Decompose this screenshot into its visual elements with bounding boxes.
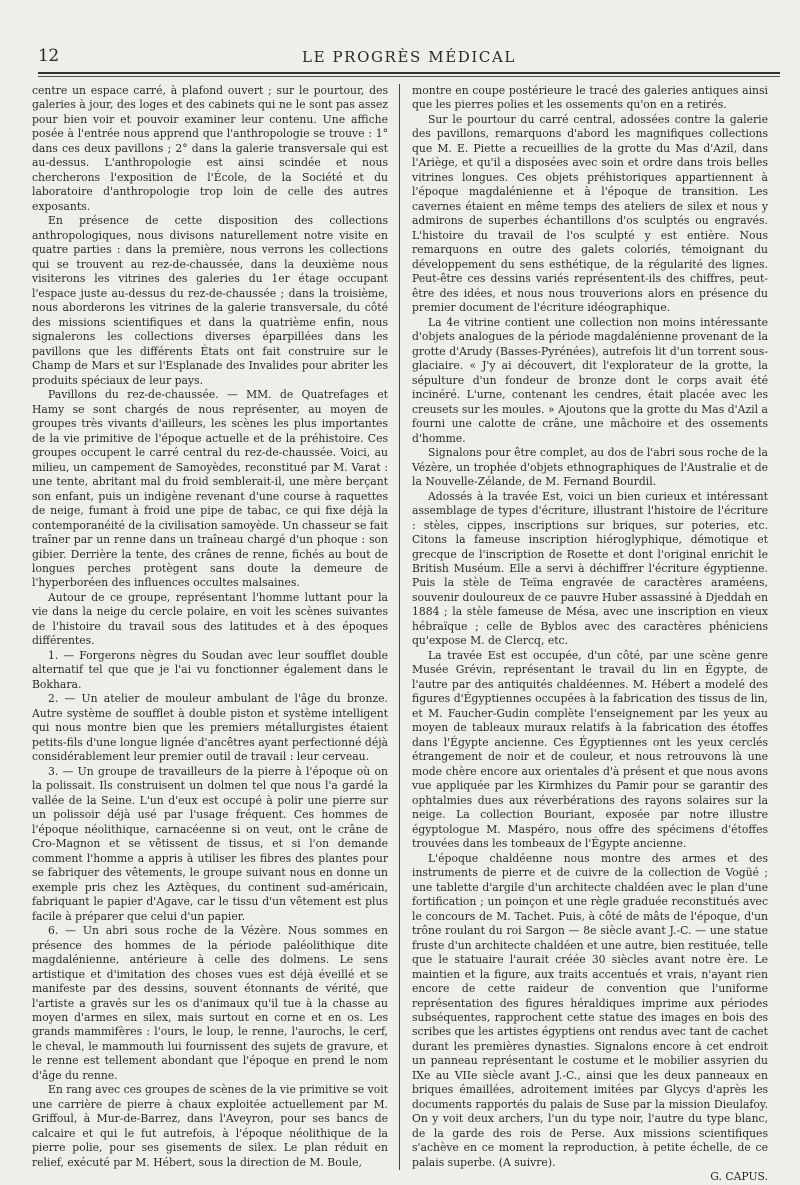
left-column (32, 84, 388, 1172)
paragraph: Adossés à la travée Est, voici un bien curieux et intéressant assemblage de types d'écriture, illustrant l'histoire de l'écriture : stèles, cippes, inscriptions sur briques, sur poteries, etc. Citons la fameuse inscription hiéroglyphique, démotique et grecque de l'inscription de Rosette et dont l'original enrichit le British Muséum. Elle a servi à déchiffrer l'écriture égyptienne. Puis la stèle de Teïma engravée de caractères araméens, souvenir douloureux de ce pauvre Huber assassiné à Djeddah en 1884 ; la stèle fameuse de Mésa, avec une inscription en vieux hébraïque ; celle de Byblos avec des caractères phéniciens qu'expose M. de Clercq, etc. (412, 489, 768, 648)
header-rule-thin (38, 76, 780, 77)
paragraph: Signalons pour être complet, au dos de l'abri sous roche de la Vézère, un trophée d'objets ethnographiques de l'Australie et de la Nouvelle-Zélande, de M. Fernand Bourdil. (412, 446, 768, 489)
paragraph: 2. — Un atelier de mouleur ambulant de l'âge du bronze. Autre système de soufflet à double piston et système intelligent qui nous montre bien que les premiers métallurgistes étaient petits-fils d'une longue lignée d'ancêtres ayant perfectionné déjà considérablement leur premier outil de travail : leur cerveau. (32, 692, 388, 764)
paragraph: montre en coupe postérieure le tracé des galeries antiques ainsi que les pierres polies et les ossements qu'on en a retirés. (412, 84, 768, 112)
column-divider (399, 84, 400, 1170)
journal-title: LE PROGRÈS MÉDICAL (302, 48, 516, 66)
paragraph: 1. — Forgerons nègres du Soudan avec leur soufflet double alternatif tel que que je l'ai vu fonctionner également dans le Bokhara. (32, 648, 388, 691)
right-column (412, 84, 769, 1184)
header-rule (38, 72, 780, 74)
page-header (38, 46, 780, 68)
paragraph: 6. — Un abri sous roche de la Vézère. Nous sommes en présence des hommes de la période paléolithique dite magdalénienne, antérieure à celle des dolmens. Le sens artistique et d'imitation des choses vues est déjà éveillé et se manifeste par des dessins, souvent étonnants de vérité, que l'artiste a gravés sur les os d'animaux qu'il tue à la chasse au moyen d'armes en silex, mais surtout en corne et en os. Les grands mammifères : l'ours, le loup, le renne, l'aurochs, le cerf, le cheval, le mammouth lui fournissent des sujets de gravure, et le renne est tellement abondant que l'époque en prend le nom d'âge du renne. (32, 924, 388, 1082)
paragraph: Sur le pourtour du carré central, adossées contre la galerie des pavillons, remarquons d'abord les magnifiques collections que M. E. Piette a recueillies de la grotte du Mas d'Azil, dans l'Ariège, et qu'il a disposées avec soin et ordre dans trois belles vitrines longues. Ces objets préhistoriques appartiennent à l'époque magdalénienne et à l'époque de transition. Les cavernes étaient en même temps des ateliers de silex et nous y admirons de superbes échantillons d'os sculptés ou engravés. L'histoire du travail de l'os sculpté y est entière. Nous remarquons en outre des galets coloriés, témoignant du développement du sens esthétique, de la régularité des lignes. Peut-être ces dessins variés représentent-ils des chiffres, peut-être des idées, et nous nous trouverions alors en présence du premier document de l'écriture idéographique. (412, 112, 768, 315)
paragraph: L'époque chaldéenne nous montre des armes et des instruments de pierre et de cuivre de la collection de Vogüé ; une tablette d'argile d'un architecte chaldéen avec le plan d'une fortification ; un poinçon et une règle graduée reconstitués avec le concours de M. Tachet. Puis, à côté de mâts de l'époque, d'un trône roulant du roi Sargon — 8e siècle avant J.-C. — une statue fruste d'un architecte chaldéen et une autre, bien restituée, telle que le statuaire l'aurait créée 30 siècles avant notre ère. Le maintien et la figure, aux traits accentués et vrais, n'ayant rien encore de cette raideur de convention que l'uniforme représentation des figures héraldiques imprime aux périodes subséquentes, rapprochent cette statue des images en bois des scribes que les artistes égyptiens ont rendus avec tant de cachet durant les premières dynasties. Signalons encore à cet endroit un panneau représentant le costume et le mobilier assyrien du IXe au VIIe siècle avant J.-C., ainsi que les deux panneaux en briques émaillées, adroitement imitées par Glycys d'après les documents rapportés du palais de Suse par la mission Dieulafoy. On y voit deux archers, l'un du type noir, l'autre du type blanc, de la garde des rois de Perse. Aux missions scientifiques s'achève en ce moment la reproduction, à petite échelle, de ce palais superbe. (A suivre). (412, 851, 769, 1169)
paragraph: Pavillons du rez-de-chaussée. — MM. de Quatrefages et Hamy se sont chargés de nous représenter, au moyen de groupes très vivants d'ailleurs, les scènes les plus importantes de la vie primitive de l'époque actuelle et de la préhistoire. Ces groupes occupent le carré central du rez-de-chaussée. Voici, au milieu, un campement de Samoyèdes, reconstitué par M. Varat : une tente, abritant mal du froid semblerait-il, une mère berçant son enfant, puis un indigène revenant d'une course à raquettes de neige, fumant à froid une pipe de tabac, ce qui fixe déjà la contemporanéité de la civilisation samoyède. Un chasseur se fait traîner par un renne dans un traîneau chargé d'un phoque : son gibier. Derrière la tente, des crânes de renne, fichés au bout de longues perches protègent sans doute la demeure de l'hyperboréen des influences occultes malsaines. (32, 388, 389, 590)
paragraph: La 4e vitrine contient une collection non moins intéressante d'objets analogues de la période magdalénienne provenant de la grotte d'Arudy (Basses-Pyrénées), autrefois lit d'un torrent sous-glaciaire. « J'y ai découvert, dit l'explorateur de la grotte, la sépulture d'un fondeur de bronze dont le corps avait été incinéré. L'urne, contenant les cendres, était placée avec les creusets sur les moules. » Ajoutons que la grotte du Mas d'Azil a fourni une calotte de crâne, une mâchoire et des ossements d'homme. (412, 315, 768, 445)
paragraph: La travée Est est occupée, d'un côté, par une scène genre Musée Grévin, représentant le travail du lin en Égypte, de l'autre par des antiquités chaldéennes. M. Hébert a modelé des figures d'Égyptiennes occupées à la fabrication des tissus de lin, et M. Faucher-Gudin complète l'enseignement par les yeux au moyen de tableaux muraux relatifs à la fabrication des étoffes dans l'Égypte ancienne. Ces Égyptiennes ont les yeux cerclés étrangement de noir et de couleur, et nous retrouvons là une mode chère encore aux orientales d'à présent et que nous avons vue appliquée par les Kirmhizes du Pamir pour se garantir des ophtalmies dues aux réverbérations des rayons solaires sur la neige. La collection Bouriant, exposée par notre illustre égyptologue M. Maspéro, nous offre des spécimens d'étoffes trouvées dans les tombeaux de l'Égypte ancienne. (412, 648, 768, 851)
paragraph: Autour de ce groupe, représentant l'homme luttant pour la vie dans la neige du cercle polaire, en voit les scènes suivantes de l'histoire du travail sous des latitudes et à des époques différentes. (32, 590, 388, 648)
paragraph: 3. — Un groupe de travailleurs de la pierre à l'époque où on la polissait. Ils construisent un dolmen tel que nous l'a gardé la vallée de la Seine. L'un d'eux est occupé à polir une pierre sur un polissoir déjà usé par l'usage fréquent. Ces hommes de l'époque néolithique, carnacéenne si on veut, ont le crâne de Cro-Magnon et se vêtissent de tissus, et si l'on demande comment l'homme a appris à utiliser les fibres des plantes pour se fabriquer des vêtements, le groupe suivant nous en donne un exemple pris chez les Aztèques, du continent sud-américain, fabriquant le papier d'Agave, car le tissu d'un vêtement est plus facile à préparer que celui d'un papier. (32, 764, 388, 923)
paragraph: En rang avec ces groupes de scènes de la vie primitive se voit une carrière de pierre à chaux exploitée actuellement par M. Griffoul, à Mur-de-Barrez, dans l'Aveyron, pour ses bancs de calcaire et qui le fut autrefois, à l'époque néolithique de la pierre polie, pour ses gisements de silex. Le plan réduit en relief, exécuté par M. Hébert, sous la direction de M. Boule, (32, 1083, 388, 1169)
author-signature: G. CAPUS. (710, 1170, 768, 1184)
paragraph: centre un espace carré, à plafond ouvert ; sur le pourtour, des galeries à jour, des loges et des cabinets qui ne le sont pas assez pour bien voir et pouvoir examiner leur contenu. Une affiche posée à l'entrée nous apprend que l'anthropologie se trouve : 1° dans ces deux pavillons ; 2° dans la galerie transversale qui est au-dessus. L'anthropologie est ainsi scindée et nous chercherons l'exposition de l'École, de la Société et du laboratoire d'anthropologie trop loin de celle des autres exposants. (32, 84, 388, 213)
page-number: 12 (38, 46, 59, 66)
paragraph: En présence de cette disposition des collections anthropologiques, nous divisons naturellement notre visite en quatre parties : dans la première, nous verrons les collections qui se trouvent au rez-de-chaussée, dans la deuxième nous visiterons les vitrines des galeries du 1er étage occupant l'espace juste au-dessus du rez-de-chaussée ; dans la troisième, nous aborderons les vitrines de la galerie transversale, du côté des missions scientifiques et dans la quatrième enfin, nous signalerons les collections diverses éparpillées dans les pavillons que les différents États ont fait construire sur le Champ de Mars et sur l'Esplanade des Invalides pour abriter les produits spéciaux de leur pays. (32, 214, 388, 387)
